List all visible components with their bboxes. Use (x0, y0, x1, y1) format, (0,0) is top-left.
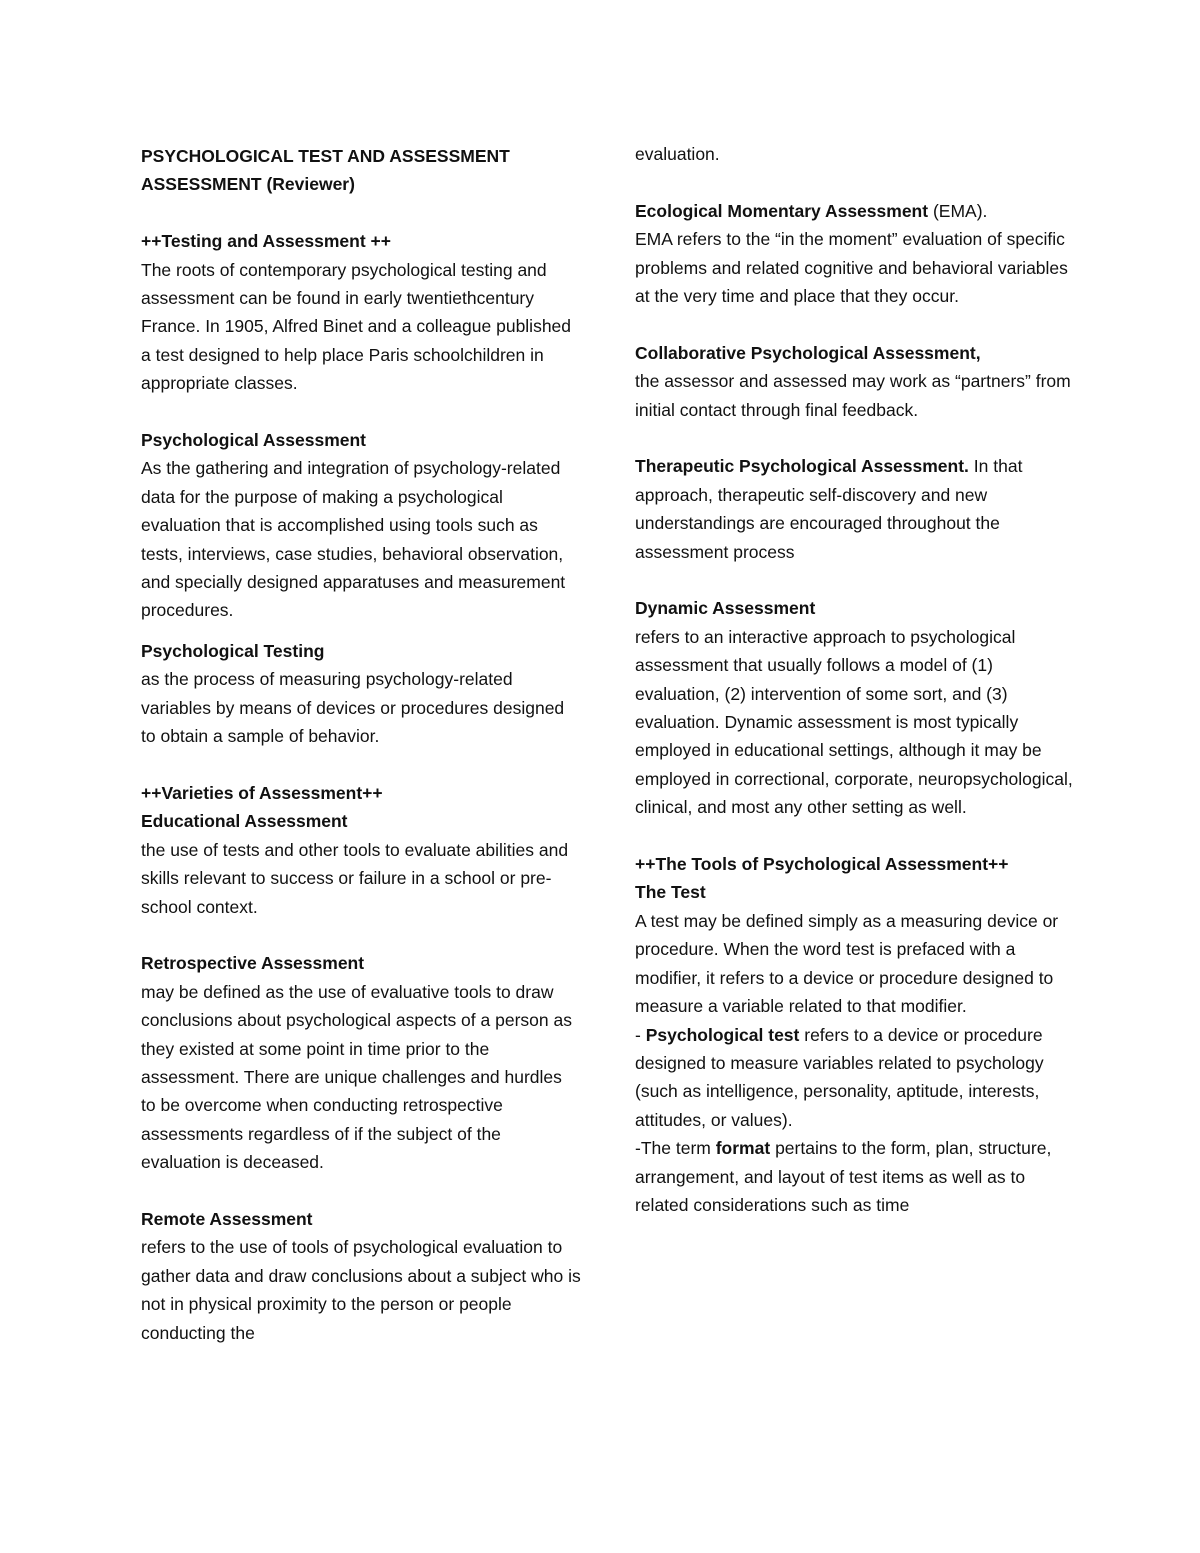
collaborative-paragraph: the assessor and assessed may work as “partners” from initial contact through final feedback. (635, 371, 1071, 420)
ema-paragraph: EMA refers to the “in the moment” evaluation of specific problems and related cognitive and behavioral variables at the very time and place that they occur. (635, 229, 1068, 307)
psych-test-text: refers to a device or procedure designed to measure variables related to psychology (such as intelligence, personality, aptitude, interests, attitudes, or values). (635, 1024, 1044, 1130)
educational-heading: Educational Assessment (141, 811, 348, 832)
test-paragraph: A test may be defined simply as a measuring device or procedure. When the word test is prefaced with a modifier, it refers to a device or procedure designed to measure a variable related to that modifier. (635, 910, 1059, 1017)
ema-heading-line (635, 197, 1075, 225)
retrospective-paragraph: may be defined as the use of evaluative tools to draw conclusions about psychological aspects of a person as they existed at some point in time prior to the assessment. There are unique challenges and hurdles to be overcome when conducting retrospective assessments regardless of if the subject of the evaluation is deceased. (141, 981, 572, 1173)
document-title-line-2: ASSESSMENT (Reviewer) (141, 174, 355, 195)
format-prefix: -The term (635, 1138, 711, 1159)
psych-test-term: Psychological test (645, 1024, 800, 1045)
dynamic-heading: Dynamic Assessment (635, 598, 816, 619)
ema-heading-suffix: (EMA). (932, 200, 988, 221)
ema-heading: Ecological Momentary Assessment (635, 200, 929, 221)
format-paragraph (635, 1134, 1075, 1219)
dynamic-paragraph: refers to an interactive approach to psychological assessment that usually follows a model of (1) evaluation, (2) intervention of some sort, and (3) evaluation. Dynamic assessment is most typically employed in educational settings, although it may be employed in correctional, corporate, neuropsychological, clinical, and most any other setting as well. (635, 626, 1073, 818)
test-heading: The Test (635, 882, 706, 903)
psych-test-paragraph (635, 1021, 1075, 1135)
remote-heading: Remote Assessment (141, 1208, 313, 1229)
psych-testing-paragraph: as the process of measuring psychology-related variables by means of devices or procedures designed to obtain a sample of behavior. (141, 669, 565, 747)
psych-assessment-paragraph: As the gathering and integration of psychology-related data for the purpose of making a psychological evaluation that is accomplished using tools such as tests, interviews, case studies, behavioral observation, and specially designed apparatuses and measurement procedures. (141, 458, 566, 621)
retrospective-heading: Retrospective Assessment (141, 953, 365, 974)
section-heading-tools: ++The Tools of Psychological Assessment++ (635, 854, 1009, 875)
remote-paragraph-continued: evaluation. (635, 144, 720, 164)
psych-assessment-heading: Psychological Assessment (141, 430, 367, 451)
therapeutic-text: In that approach, therapeutic self-discovery and new understandings are encouraged throughout the assessment process (635, 456, 1023, 562)
section-heading-varieties: ++Varieties of Assessment++ (141, 782, 383, 803)
format-text: pertains to the form, plan, structure, arrangement, and layout of test items as well as to related considerations such as time (635, 1138, 1052, 1215)
left-column (141, 142, 581, 1347)
testing-paragraph: The roots of contemporary psychological testing and assessment can be found in early twentiethcentury France. In 1905, Alfred Binet and a colleague published a test designed to help place Paris schoolchildren in appropriate classes. (141, 259, 572, 394)
collaborative-heading: Collaborative Psychological Assessment, (635, 342, 981, 363)
document-title-line-1: PSYCHOLOGICAL TEST AND ASSESSMENT (141, 146, 510, 166)
psych-test-prefix: - (635, 1024, 646, 1045)
section-heading-testing: ++Testing and Assessment ++ (141, 231, 391, 252)
educational-paragraph: the use of tests and other tools to evaluate abilities and skills relevant to success or failure in a school or pre-school context. (141, 839, 569, 917)
right-column (635, 140, 1075, 1219)
therapeutic-paragraph (635, 452, 1075, 566)
psych-testing-heading: Psychological Testing (141, 640, 325, 661)
format-term: format (715, 1138, 771, 1159)
remote-paragraph: refers to the use of tools of psychological evaluation to gather data and draw conclusions about a subject who is not in physical proximity to the person or people conducting the (141, 1237, 581, 1343)
therapeutic-heading: Therapeutic Psychological Assessment. (635, 456, 969, 477)
